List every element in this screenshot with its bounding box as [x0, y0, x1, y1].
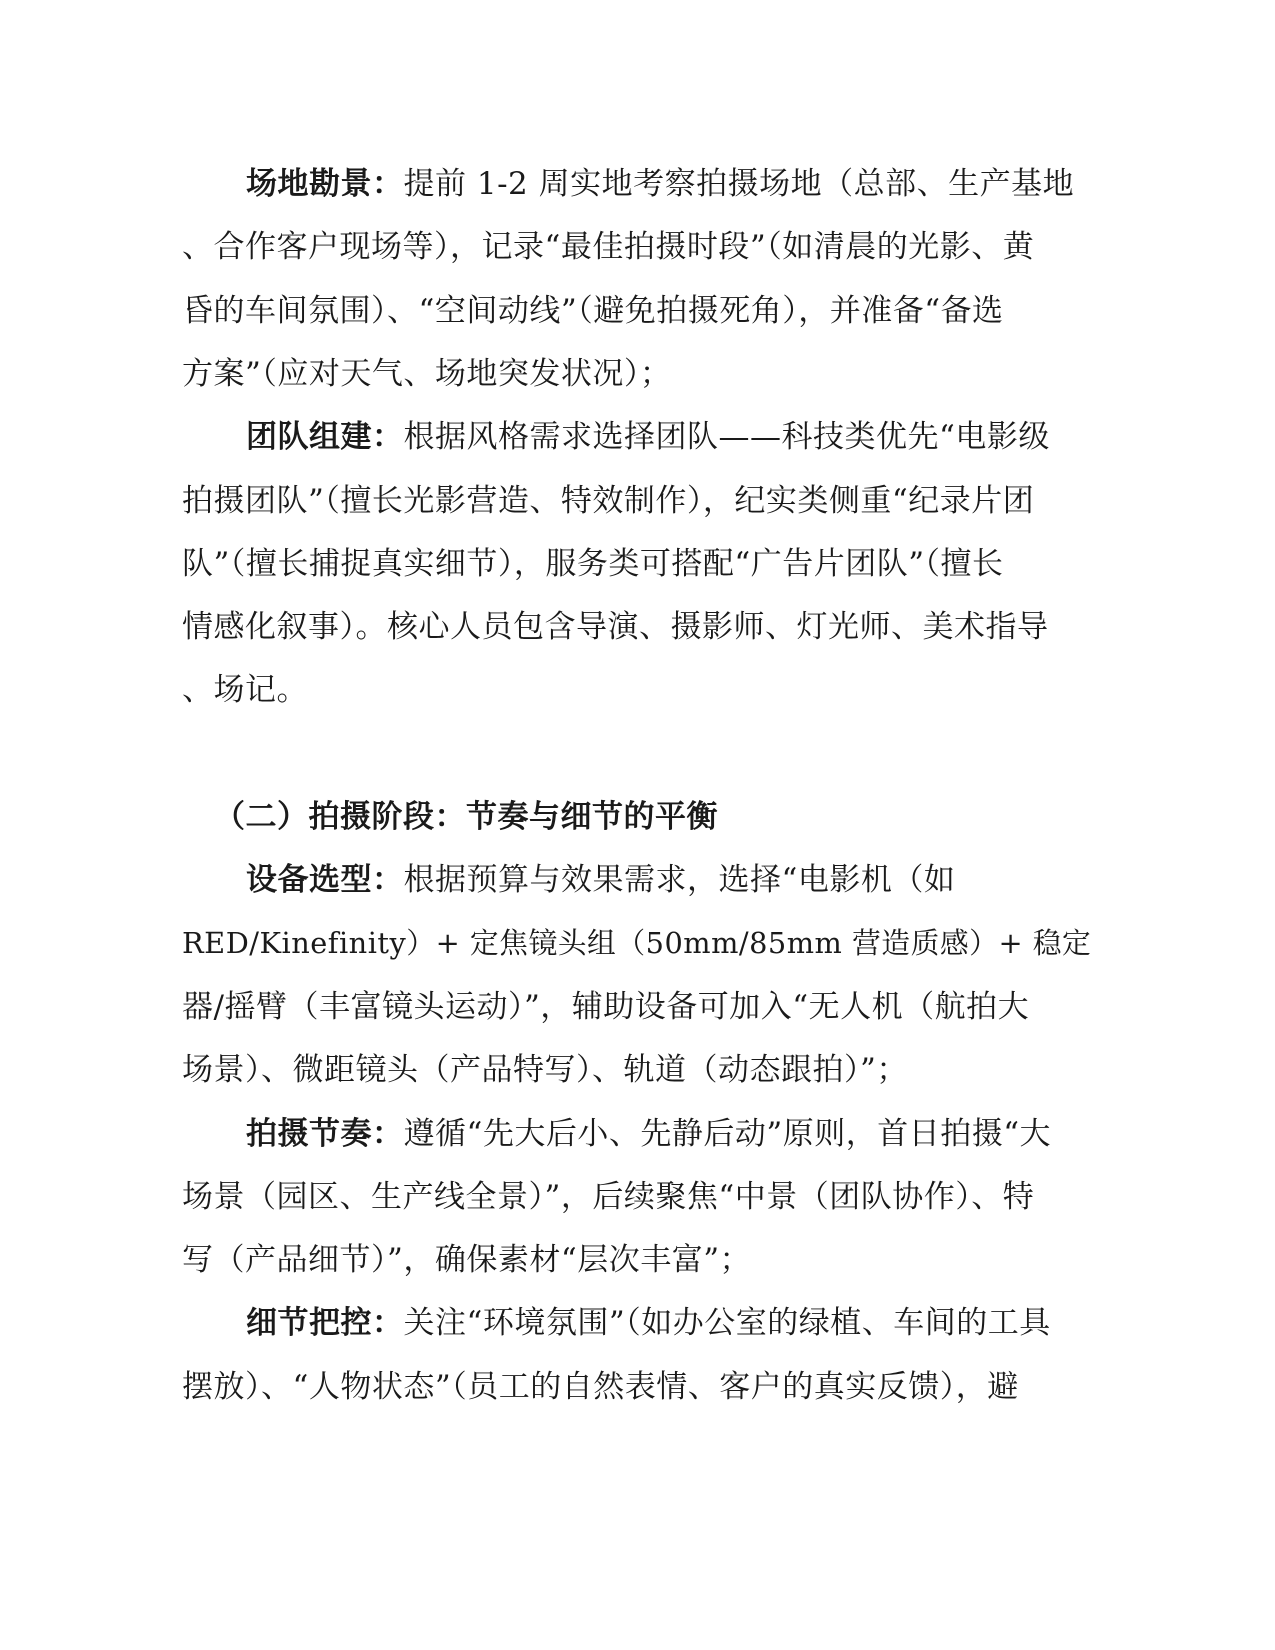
site-survey-label: 场地勘景： — [246, 166, 404, 202]
equipment-line-1 — [246, 860, 955, 900]
team-building-line-4: 情感化叙事）。核心人员包含导演、摄影师、灯光师、美术指导 — [182, 609, 1049, 645]
team-building-label: 团队组建： — [246, 419, 404, 455]
rhythm-label: 拍摄节奏： — [246, 1116, 404, 1152]
equipment-line-2: RED/Kinefinity）+ 定焦镜头组（50mm/85mm 营造质感）+ 稳定 — [182, 926, 1092, 960]
rhythm-line-1 — [246, 1114, 1051, 1154]
team-building-line-1 — [246, 417, 1050, 457]
site-survey-line-4: 方案”（应对天气、场地突发状况）； — [182, 356, 672, 392]
team-building-line-5: 、场记。 — [182, 672, 308, 708]
equipment-line-3: 器/摇臂（丰富镜头运动）”，辅助设备可加入“无人机（航拍大 — [182, 989, 1030, 1025]
equipment-line-4: 场景）、微距镜头（产品特写）、轨道（动态跟拍）”； — [182, 1052, 908, 1088]
detail-line-1 — [246, 1303, 1051, 1343]
site-survey-line-1 — [246, 164, 1074, 204]
detail-line-2: 摆放）、“人物状态”（员工的自然表情、客户的真实反馈），避 — [182, 1369, 1019, 1405]
team-building-line-2: 拍摄团队”（擅长光影营造、特效制作），纪实类侧重“纪录片团 — [182, 483, 1035, 519]
site-survey-text: 提前 1-2 周实地考察拍摄场地（总部、生产基地 — [403, 166, 1075, 202]
detail-text: 关注“环境氛围”（如办公室的绿植、车间的工具 — [403, 1305, 1051, 1341]
rhythm-line-2: 场景（园区、生产线全景）”，后续聚焦“中景（团队协作）、特 — [182, 1179, 1035, 1215]
team-building-text: 根据风格需求选择团队——科技类优先“电影级 — [403, 419, 1050, 455]
site-survey-line-2: 、合作客户现场等），记录“最佳拍摄时段”（如清晨的光影、黄 — [182, 229, 1035, 265]
rhythm-text: 遵循“先大后小、先静后动”原则，首日拍摄“大 — [403, 1116, 1052, 1152]
team-building-line-3: 队”（擅长捕捉真实细节），服务类可搭配“广告片团队”（擅长 — [182, 546, 1004, 582]
rhythm-line-3: 写（产品细节）”，确保素材“层次丰富”； — [182, 1242, 752, 1278]
equipment-text: 根据预算与效果需求，选择“电影机（如 — [403, 862, 956, 898]
section-heading: （二）拍摄阶段：节奏与细节的平衡 — [214, 799, 718, 835]
equipment-label: 设备选型： — [246, 862, 404, 898]
site-survey-line-3: 昏的车间氛围）、“空间动线”（避免拍摄死角），并准备“备选 — [182, 293, 1004, 329]
detail-label: 细节把控： — [246, 1305, 404, 1341]
